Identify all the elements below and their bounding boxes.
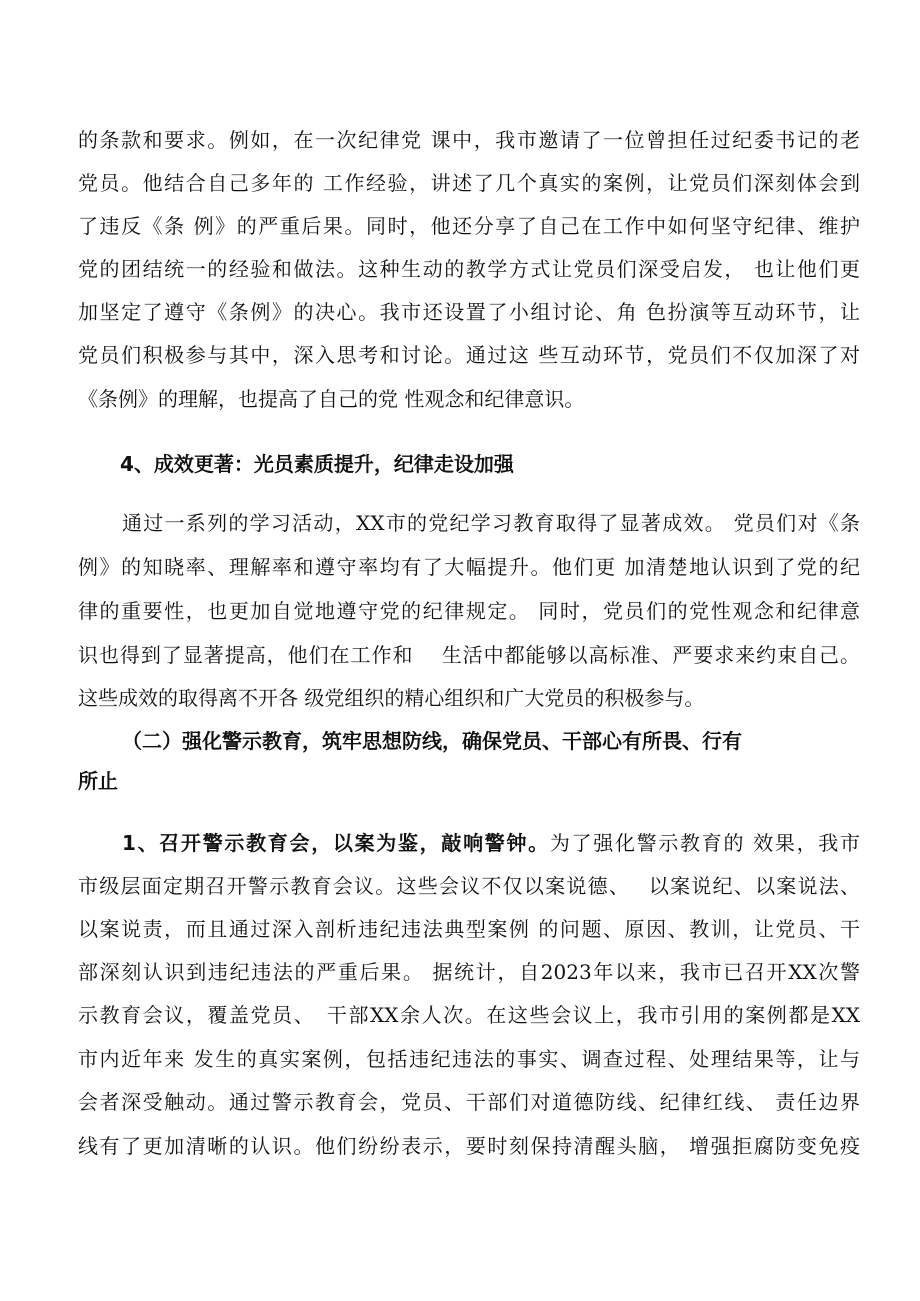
paragraph-1-line-2: 党员。他结合自己多年的 工作经验，讲述了几个真实的案例，让党员们深刻体会到: [78, 171, 860, 195]
paragraph-1-line-4: 党的团结统一的经验和做法。这种生动的教学方式让党员们深受启发， 也让他们更: [78, 257, 860, 281]
paragraph-2-line-4: 识也得到了显著提高，他们在工作和 生活中都能够以高标准、严要求来约束自己。: [78, 643, 860, 667]
section-2-heading-line-2: 所止: [78, 769, 118, 793]
paragraph-2-line-1: 通过一系列的学习活动，XX市的党纪学习教育取得了显著成效。 党员们对《条: [122, 511, 860, 535]
paragraph-3-line-4: 部深刻认识到违纪违法的严重后果。 据统计，自2023年以来，我市已召开XX次警: [78, 960, 860, 984]
paragraph-3-line-7: 会者深受触动。通过警示教育会，党员、干部们对道德防线、纪律红线、 责任边界: [78, 1090, 860, 1114]
paragraph-3-first-rest: 为了强化警示教育的 效果，我市: [549, 831, 860, 855]
paragraph-3-line-6: 市内近年来 发生的真实案例，包括违纪违法的事实、调查过程、处理结果等，让与: [78, 1047, 860, 1071]
paragraph-2-line-2: 例》的知晓率、理解率和遵守率均有了大幅提升。他们更 加清楚地认识到了党的纪: [78, 555, 860, 579]
paragraph-3-line-2: 市级层面定期召开警示教育会议。这些会议不仅以案说德、 以案说纪、以案说法、: [78, 874, 860, 898]
paragraph-1-line-5: 加坚定了遵守《条例》的决心。我市还设置了小组讨论、角 色扮演等互动环节，让: [78, 300, 860, 324]
paragraph-1-line-1: 的条款和要求。例如，在一次纪律党 课中，我市邀请了一位曾担任过纪委书记的老: [78, 128, 860, 152]
paragraph-2-line-3: 律的重要性，也更加自觉地遵守党的纪律规定。 同时，党员们的党性观念和纪律意: [78, 599, 860, 623]
paragraph-3-lead: 1、召开警示教育会，以案为鉴，敲响警钟。: [122, 831, 550, 855]
paragraph-3-line-5: 示教育会议，覆盖党员、 干部XX余人次。在这些会议上，我市引用的案例都是XX: [78, 1003, 860, 1027]
paragraph-3-line-3: 以案说责，而且通过深入剖析违纪违法典型案例 的问题、原因、教训，让党员、干: [78, 917, 860, 941]
section-heading-4: 4、成效更著：光员素质提升，纪律走设加强: [120, 452, 514, 476]
paragraph-2-line-5: 这些成效的取得离不开各 级党组织的精心组织和广大党员的积极参与。: [78, 686, 705, 710]
section-2-heading-line-1: （二）强化警示教育，筑牢思想防线，确保党员、干部心有所畏、行有: [122, 729, 742, 753]
paragraph-1-line-3: 了违反《条 例》的严重后果。同时，他还分享了自己在工作中如何坚守纪律、维护: [78, 214, 860, 238]
paragraph-1-line-7: 《条例》的理解，也提高了自己的党 性观念和纪律意识。: [78, 387, 585, 411]
paragraph-3-line-8: 线有了更加清晰的认识。他们纷纷表示，要时刻保持清醒头脑， 增强拒腐防变免疫: [78, 1134, 860, 1158]
paragraph-1-line-6: 党员们积极参与其中，深入思考和讨论。通过这 些互动环节，党员们不仅加深了对: [78, 343, 860, 367]
paragraph-3-line-1: [122, 828, 860, 858]
